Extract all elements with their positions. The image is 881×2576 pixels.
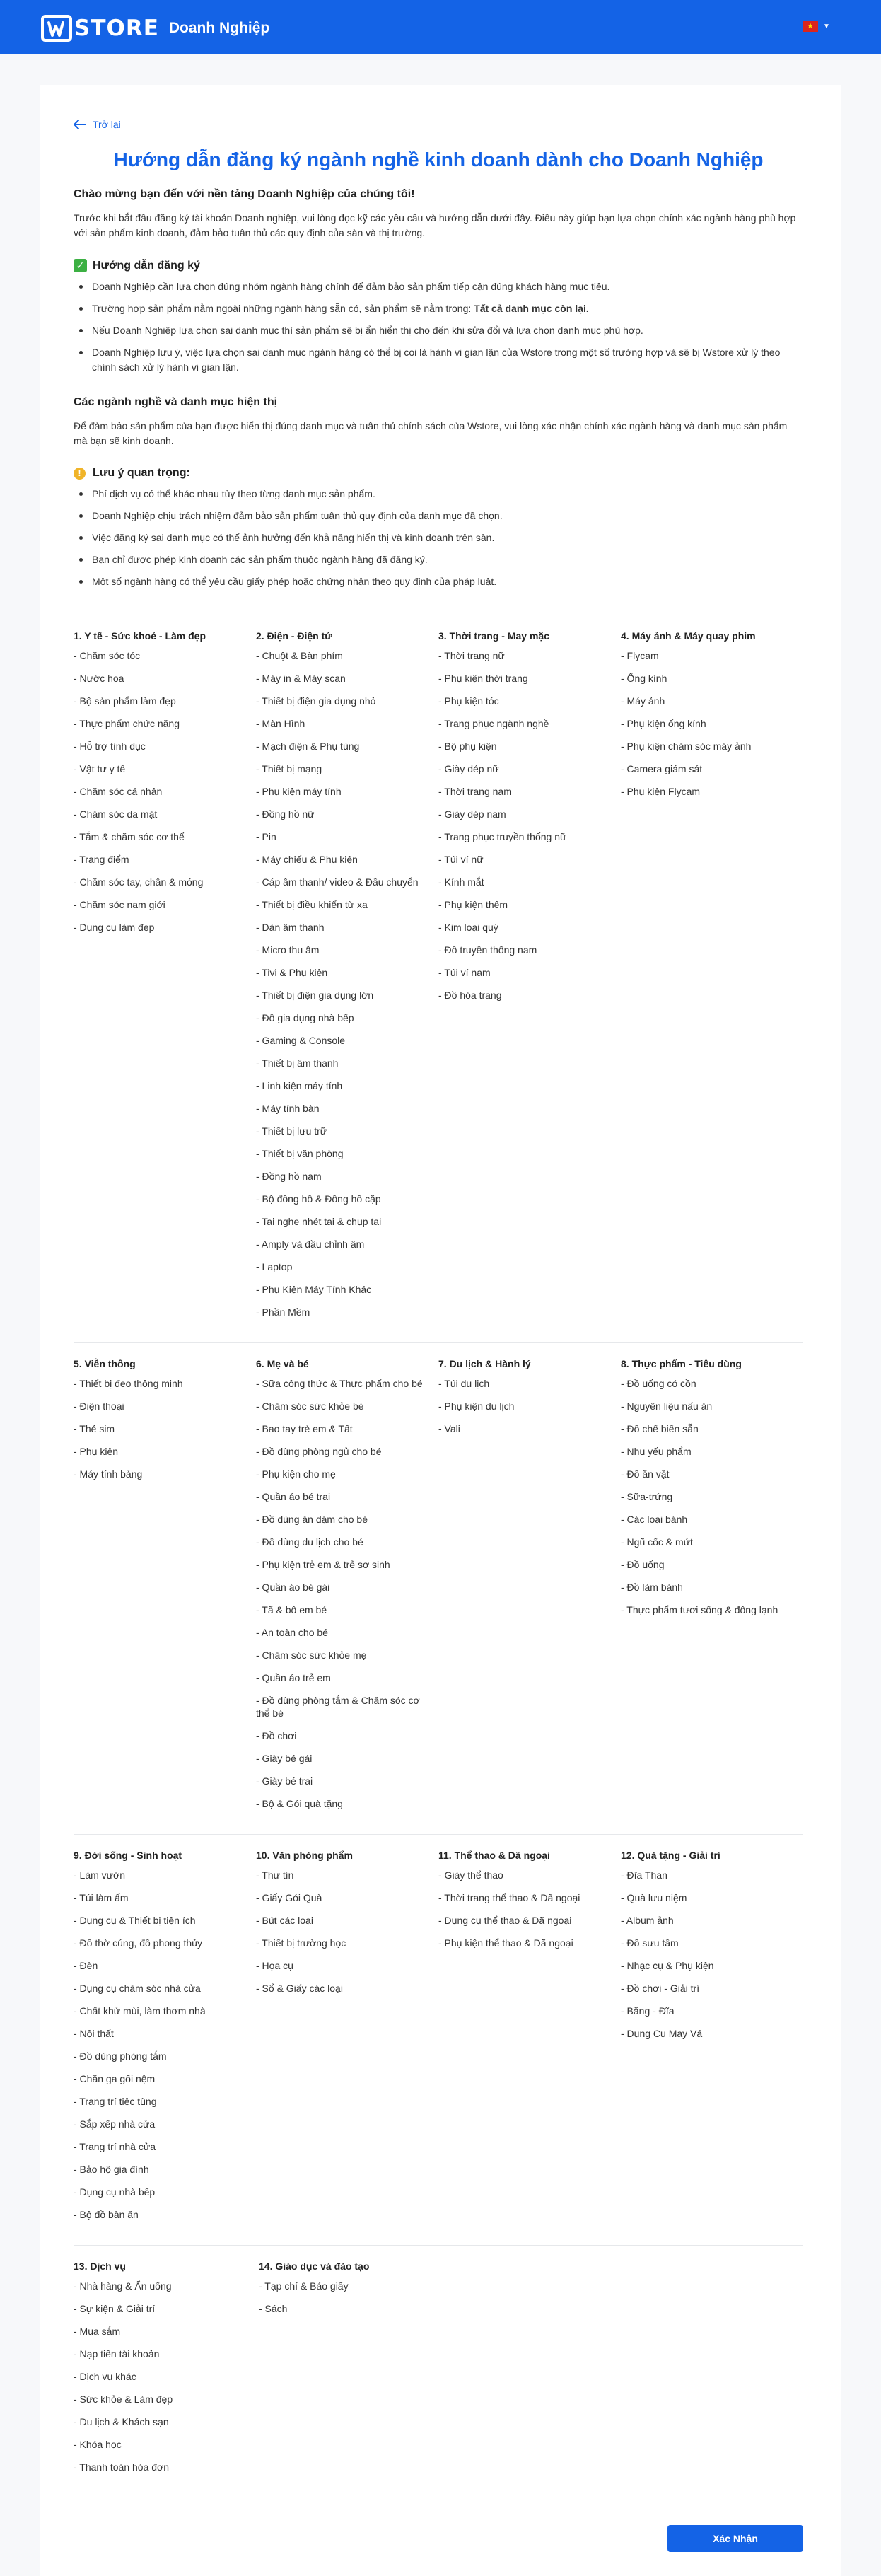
- category-item: - Giày dép nam: [438, 808, 506, 820]
- category-item: - Đồ dùng du lịch cho bé: [256, 1536, 363, 1548]
- category-item: - Màn Hình: [256, 718, 305, 729]
- category-item: - Dịch vụ khác: [74, 2371, 136, 2382]
- category-group: [621, 1849, 803, 2231]
- category-item: - Phụ kiện Flycam: [621, 786, 701, 797]
- category-group: [621, 630, 803, 1328]
- category-item: - Dụng cụ nhà bếp: [74, 2186, 156, 2198]
- category-item: - Đồ ăn vặt: [621, 1468, 670, 1480]
- category-item: - Đồ chơi - Giải trí: [621, 1983, 700, 1994]
- category-item: - Hỗ trợ tình dục: [74, 741, 146, 752]
- category-item: - Đồ thờ cúng, đồ phong thủy: [74, 1937, 202, 1949]
- category-item: - Đồ uống có cồn: [621, 1378, 696, 1389]
- category-item: - Thẻ sim: [74, 1423, 115, 1434]
- category-item: - Thiết bị điều khiển từ xa: [256, 899, 368, 910]
- category-item: - Thiết bị điện gia dụng nhỏ: [256, 695, 376, 707]
- category-item: - Mua sắm: [74, 2326, 121, 2337]
- language-selector[interactable]: [803, 21, 830, 32]
- guide-section: [74, 259, 803, 382]
- category-item: - Bộ & Gói quà tặng: [256, 1798, 343, 1809]
- chevron-down-icon: ▼: [823, 23, 830, 30]
- category-group: [438, 1849, 621, 2231]
- category-item: - Giày dép nữ: [438, 763, 499, 774]
- category-item: - An toàn cho bé: [256, 1627, 328, 1638]
- flag-star: ★: [807, 22, 814, 30]
- category-item: - Chăm sóc cá nhân: [74, 786, 163, 797]
- category-item: - Vật tư y tế: [74, 763, 126, 774]
- category-item: - Giày bé trai: [256, 1775, 313, 1787]
- category-item: - Tắm & chăm sóc cơ thể: [74, 831, 185, 842]
- category-item: - Băng - Đĩa: [621, 2005, 675, 2017]
- guide-title: [74, 259, 803, 272]
- category-group-title: 3. Thời trang - May mặc: [438, 630, 549, 642]
- guide-item: [89, 301, 803, 316]
- category-item: - Chăm sóc sức khỏe bé: [256, 1400, 364, 1412]
- category-group-title: 4. Máy ảnh & Máy quay phim: [621, 630, 756, 642]
- category-item: - Bảo hộ gia đình: [74, 2164, 149, 2175]
- category-item: - Nguyên liệu nấu ăn: [621, 1400, 713, 1412]
- category-item: - Linh kiện máy tính: [256, 1080, 343, 1091]
- category-group: [256, 630, 438, 1328]
- categories-text: Để đảm bảo sản phẩm của bạn được hiển thị đúng danh mục và tuân thủ chính sách của Wstore, vui lòng xác nhận chính xác ngành hàng và danh mục sản phẩm mà bạn sẽ kinh doanh.: [74, 420, 788, 446]
- category-item: - Túi làm ấm: [74, 1892, 129, 1903]
- guide-item-emphasis: Tất cả danh mục còn lại.: [474, 303, 589, 314]
- category-group-title: 8. Thực phẩm - Tiêu dùng: [621, 1358, 742, 1369]
- back-link[interactable]: [74, 119, 121, 130]
- category-item: - Máy ảnh: [621, 695, 665, 707]
- category-item: - Dàn âm thanh: [256, 922, 325, 933]
- categories-heading: Các ngành nghề và danh mục hiện thị: [74, 396, 278, 408]
- category-group-title: 11. Thể thao & Dã ngoại: [438, 1850, 550, 1861]
- category-item: - Cáp âm thanh/ video & Đầu chuyển: [256, 876, 419, 888]
- page-title: Hướng dẫn đăng ký ngành nghề kinh doanh dành cho Doanh Nghiệp: [113, 149, 764, 170]
- category-item: - Nhà hàng & Ẩn uống: [74, 2280, 172, 2292]
- category-item: - Thực phẩm tươi sống & đông lạnh: [621, 1604, 778, 1615]
- warning-icon: !: [74, 468, 86, 480]
- category-item: - Sức khỏe & Làm đẹp: [74, 2394, 173, 2405]
- category-groups: [74, 615, 803, 2497]
- category-item: - Nhu yếu phẩm: [621, 1446, 692, 1457]
- guide-item-text: Nếu Doanh Nghiệp lựa chọn sai danh mục thì sản phẩm sẽ bị ẩn hiển thị cho đến khi sửa đổi và lựa chọn danh mục phù hợp.: [92, 325, 643, 336]
- category-item: - Đèn: [74, 1960, 98, 1971]
- guide-item-text: Doanh Nghiệp cần lựa chọn đúng nhóm ngành hàng chính để đảm bảo sản phẩm tiếp cận đúng khách hàng mục tiêu.: [92, 281, 610, 292]
- category-item: - Máy chiếu & Phụ kiện: [256, 854, 358, 865]
- category-group: [74, 2260, 259, 2483]
- category-item: - Đồ hóa trang: [438, 990, 502, 1001]
- category-item: - Sổ & Giấy các loại: [256, 1983, 343, 1994]
- category-item: - Dụng cụ làm đẹp: [74, 922, 155, 933]
- category-item: - Trang phục ngành nghề: [438, 718, 549, 729]
- category-item: - Phụ kiện thể thao & Dã ngoại: [438, 1937, 573, 1949]
- category-item: - Bộ phụ kiện: [438, 741, 497, 752]
- category-item: - Thanh toán hóa đơn: [74, 2461, 170, 2473]
- category-group-title: 5. Viễn thông: [74, 1358, 136, 1369]
- guide-item: [89, 279, 803, 294]
- category-item: - Tạp chí & Báo giấy: [259, 2280, 349, 2292]
- confirm-button[interactable]: Xác Nhận: [667, 2525, 803, 2552]
- category-item: - Trang phục truyền thống nữ: [438, 831, 567, 842]
- category-group-title: 6. Mẹ và bé: [256, 1358, 309, 1369]
- category-item: - Thiết bị âm thanh: [256, 1057, 339, 1069]
- category-item: - Máy in & Máy scan: [256, 673, 346, 684]
- category-group: [256, 1357, 438, 1820]
- category-item: - Thiết bị văn phòng: [256, 1148, 344, 1159]
- category-item: - Ống kính: [621, 673, 667, 684]
- category-item: - Phụ kiện thời trang: [438, 673, 528, 684]
- category-item: - Chất khử mùi, làm thơm nhà: [74, 2005, 206, 2017]
- category-item: - Chăm sóc da mặt: [74, 808, 158, 820]
- category-group-title: 9. Đời sống - Sinh hoạt: [74, 1850, 182, 1861]
- category-item: - Đồng hồ nữ: [256, 808, 315, 820]
- category-item: - Thiết bị điện gia dụng lớn: [256, 990, 374, 1001]
- category-item: - Các loại bánh: [621, 1514, 688, 1525]
- brand-logo[interactable]: [41, 14, 269, 42]
- category-group-title: 2. Điện - Điện tử: [256, 630, 332, 642]
- category-group-title: 7. Du lịch & Hành lý: [438, 1358, 531, 1369]
- category-row: [74, 1835, 803, 2246]
- category-item: - Phụ kiện tóc: [438, 695, 499, 707]
- guide-list: [74, 279, 803, 375]
- category-item: - Túi ví nữ: [438, 854, 484, 865]
- category-item: - Đồ gia dụng nhà bếp: [256, 1012, 354, 1023]
- brand-subtitle: Doanh Nghiệp: [168, 20, 270, 36]
- category-item: - Đồ dùng phòng tắm: [74, 2050, 167, 2062]
- category-item: - Sách: [259, 2303, 288, 2314]
- category-item: - Dụng cụ thể thao & Dã ngoại: [438, 1915, 572, 1926]
- category-item: - Thư tín: [256, 1869, 294, 1881]
- note-item: Bạn chỉ được phép kinh doanh các sản phẩm thuộc ngành hàng đã đăng ký.: [89, 552, 803, 567]
- category-item: - Khóa học: [74, 2439, 122, 2450]
- category-item: - Tivi & Phụ kiện: [256, 967, 328, 978]
- category-item: - Tai nghe nhét tai & chụp tai: [256, 1216, 382, 1227]
- category-item: - Đồ dùng phòng ngủ cho bé: [256, 1446, 382, 1457]
- category-item: - Chăm sóc sức khỏe mẹ: [256, 1649, 367, 1661]
- category-item: - Túi ví nam: [438, 967, 491, 978]
- category-item: - Đồ chế biến sẵn: [621, 1423, 699, 1434]
- category-item: - Phụ Kiện Máy Tính Khác: [256, 1284, 372, 1295]
- note-list: [74, 487, 803, 589]
- category-item: - Bộ sản phẩm làm đẹp: [74, 695, 176, 707]
- category-item: - Amply và đầu chỉnh âm: [256, 1238, 365, 1250]
- category-group: [256, 1849, 438, 2231]
- guide-title-text: Hướng dẫn đăng ký: [93, 259, 200, 272]
- category-item: - Máy tính bàn: [256, 1103, 320, 1114]
- category-item: - Dụng cụ chăm sóc nhà cửa: [74, 1983, 201, 1994]
- guide-item: [89, 345, 803, 375]
- category-item: - Thiết bị mạng: [256, 763, 322, 774]
- category-item: - Quần áo trẻ em: [256, 1672, 331, 1683]
- category-group-title: 13. Dịch vụ: [74, 2261, 126, 2272]
- category-item: - Thời trang nữ: [438, 650, 505, 661]
- category-item: - Kim loại quý: [438, 922, 498, 933]
- category-item: - Chuột & Bàn phím: [256, 650, 343, 661]
- category-row: [74, 2246, 803, 2497]
- category-item: - Thời trang nam: [438, 786, 512, 797]
- note-title: [74, 467, 803, 480]
- note-title-text: Lưu ý quan trọng:: [93, 467, 190, 479]
- intro-section: [74, 188, 803, 240]
- category-item: - Quần áo bé trai: [256, 1491, 331, 1502]
- category-item: - Máy tính bảng: [74, 1468, 143, 1480]
- category-group-title: 10. Văn phòng phẩm: [256, 1850, 353, 1861]
- category-item: - Trang điểm: [74, 854, 129, 865]
- intro-text: Trước khi bắt đầu đăng ký tài khoản Doanh nghiệp, vui lòng đọc kỹ các yêu cầu và hướng dẫn dưới đây. Điều này giúp bạn lựa chọn chính xác ngành hàng phù hợp với sản phẩm kinh doanh, đảm bảo tuân thủ các quy định của sàn và thị trường.: [74, 212, 796, 238]
- category-item: - Họa cụ: [256, 1960, 293, 1971]
- category-item: - Nhạc cụ & Phụ kiện: [621, 1960, 714, 1971]
- category-item: - Đồ chơi: [256, 1730, 297, 1741]
- category-item: - Du lịch & Khách sạn: [74, 2416, 169, 2427]
- category-item: - Phụ kiện chăm sóc máy ảnh: [621, 741, 752, 752]
- category-item: - Kính mắt: [438, 876, 484, 888]
- category-item: - Quà lưu niệm: [621, 1892, 687, 1903]
- category-item: - Thiết bị lưu trữ: [256, 1125, 327, 1137]
- category-group: [74, 630, 256, 1328]
- note-item: Doanh Nghiệp chịu trách nhiệm đảm bảo sản phẩm tuân thủ quy định của danh mục đã chọn.: [89, 509, 803, 523]
- guide-item-text: Trường hợp sản phẩm nằm ngoài những ngành hàng sẵn có, sản phẩm sẽ nằm trong:: [92, 303, 474, 314]
- category-item: - Dụng Cụ May Vá: [621, 2028, 703, 2039]
- category-item: - Gaming & Console: [256, 1035, 346, 1046]
- category-group-title: 14. Giáo dục và đào tạo: [259, 2261, 370, 2272]
- category-item: - Phụ kiện máy tính: [256, 786, 342, 797]
- intro-heading: Chào mừng bạn đến với nền tảng Doanh Nghiệp của chúng tôi!: [74, 188, 415, 200]
- category-item: - Đồ dùng phòng tắm & Chăm sóc cơ thể bé: [256, 1695, 420, 1719]
- category-item: - Đồ sưu tầm: [621, 1937, 679, 1949]
- category-item: - Dụng cụ & Thiết bị tiện ích: [74, 1915, 196, 1926]
- category-item: - Túi du lịch: [438, 1378, 490, 1389]
- logo-text: STORE: [74, 16, 159, 41]
- category-item: - Phần Mềm: [256, 1306, 310, 1318]
- category-item: - Ngũ cốc & mứt: [621, 1536, 693, 1548]
- arrow-left-icon: [74, 120, 86, 129]
- category-item: - Tã & bô em bé: [256, 1604, 327, 1615]
- category-item: - Phụ kiện thêm: [438, 899, 508, 910]
- checkmark-icon: ✓: [74, 259, 87, 272]
- category-item: - Bộ đồng hồ & Đồng hồ cặp: [256, 1193, 381, 1205]
- category-item: - Phụ kiện trẻ em & trẻ sơ sinh: [256, 1559, 390, 1570]
- category-item: - Đồ uống: [621, 1559, 665, 1570]
- note-item: Phí dịch vụ có thể khác nhau tùy theo từng danh mục sản phẩm.: [89, 487, 803, 501]
- category-item: - Điện thoại: [74, 1400, 124, 1412]
- category-item: - Flycam: [621, 650, 659, 661]
- category-item: - Album ảnh: [621, 1915, 674, 1926]
- vietnam-flag-icon: [803, 21, 818, 32]
- category-item: - Thiết bị đeo thông minh: [74, 1378, 183, 1389]
- category-item: - Mạch điện & Phụ tùng: [256, 741, 360, 752]
- guide-item-text: Doanh Nghiệp lưu ý, việc lựa chọn sai danh mục ngành hàng có thể bị coi là hành vi gian lận của Wstore trong một số trường hợp và sẽ bị Wstore xử lý theo chính sách xử lý hành vi gian lận.: [92, 347, 781, 373]
- category-item: - Thiết bị trường học: [256, 1937, 346, 1949]
- content-card: [40, 85, 841, 2576]
- category-item: - Giày thể thao: [438, 1869, 503, 1881]
- guide-item: [89, 323, 803, 338]
- category-item: - Chăm sóc nam giới: [74, 899, 165, 910]
- category-item: - Chăm sóc tay, chân & móng: [74, 876, 204, 888]
- category-group: [259, 2260, 444, 2483]
- category-item: - Nội thất: [74, 2028, 114, 2039]
- category-item: - Sự kiện & Giải trí: [74, 2303, 156, 2314]
- category-item: - Vali: [438, 1423, 460, 1434]
- category-item: - Sắp xếp nhà cửa: [74, 2118, 156, 2130]
- category-item: - Quần áo bé gái: [256, 1582, 330, 1593]
- category-group: [74, 1357, 256, 1820]
- category-item: - Đồng hồ nam: [256, 1171, 322, 1182]
- category-item: - Thời trang thể thao & Dã ngoại: [438, 1892, 580, 1903]
- category-item: - Camera giám sát: [621, 763, 703, 774]
- category-item: - Chăm sóc tóc: [74, 650, 141, 661]
- category-item: - Sữa công thức & Thực phẩm cho bé: [256, 1378, 423, 1389]
- category-row: [74, 615, 803, 1343]
- category-group-title: 12. Quà tặng - Giải trí: [621, 1850, 720, 1861]
- category-item: - Giấy Gói Quà: [256, 1892, 322, 1903]
- category-item: - Trang trí nhà cửa: [74, 2141, 156, 2152]
- category-group-title: 1. Y tế - Sức khoẻ - Làm đẹp: [74, 630, 206, 642]
- category-item: - Đồ làm bánh: [621, 1582, 683, 1593]
- category-item: - Chăn ga gối nệm: [74, 2073, 156, 2084]
- category-item: - Phụ kiện ống kính: [621, 718, 706, 729]
- category-group: [438, 1357, 621, 1820]
- top-bar: [0, 0, 881, 54]
- category-group: [438, 630, 621, 1328]
- important-note: [74, 467, 803, 596]
- category-item: - Micro thu âm: [256, 944, 320, 956]
- category-item: - Trang trí tiệc tùng: [74, 2096, 157, 2107]
- category-item: - Giày bé gái: [256, 1753, 313, 1764]
- note-item: Một số ngành hàng có thể yêu cầu giấy phép hoặc chứng nhận theo quy định của pháp luật.: [89, 574, 803, 589]
- category-item: - Thực phẩm chức năng: [74, 718, 180, 729]
- category-group: [621, 1357, 803, 1820]
- category-item: - Đồ dùng ăn dặm cho bé: [256, 1514, 368, 1525]
- category-item: - Đồ truyền thống nam: [438, 944, 537, 956]
- category-item: - Bộ đồ bàn ăn: [74, 2209, 139, 2220]
- category-item: - Laptop: [256, 1261, 293, 1272]
- category-item: - Pin: [256, 831, 276, 842]
- category-row: [74, 1343, 803, 1835]
- store-logo-icon: [41, 15, 72, 42]
- back-label: Trở lại: [93, 119, 121, 130]
- category-item: - Sữa-trứng: [621, 1491, 673, 1502]
- categories-section: [74, 396, 803, 448]
- category-item: - Phụ kiện cho mẹ: [256, 1468, 336, 1480]
- category-item: - Đĩa Than: [621, 1869, 667, 1881]
- category-item: - Phụ kiện du lịch: [438, 1400, 515, 1412]
- category-item: - Nước hoa: [74, 673, 124, 684]
- note-item: Việc đăng ký sai danh mục có thể ảnh hưởng đến khả năng hiển thị và kinh doanh trên sàn.: [89, 530, 803, 545]
- category-group: [74, 1849, 256, 2231]
- category-item: - Phụ kiện: [74, 1446, 119, 1457]
- category-item: - Làm vườn: [74, 1869, 126, 1881]
- category-item: - Nạp tiền tài khoản: [74, 2348, 160, 2360]
- category-item: - Bút các loại: [256, 1915, 313, 1926]
- category-item: - Bao tay trẻ em & Tất: [256, 1423, 353, 1434]
